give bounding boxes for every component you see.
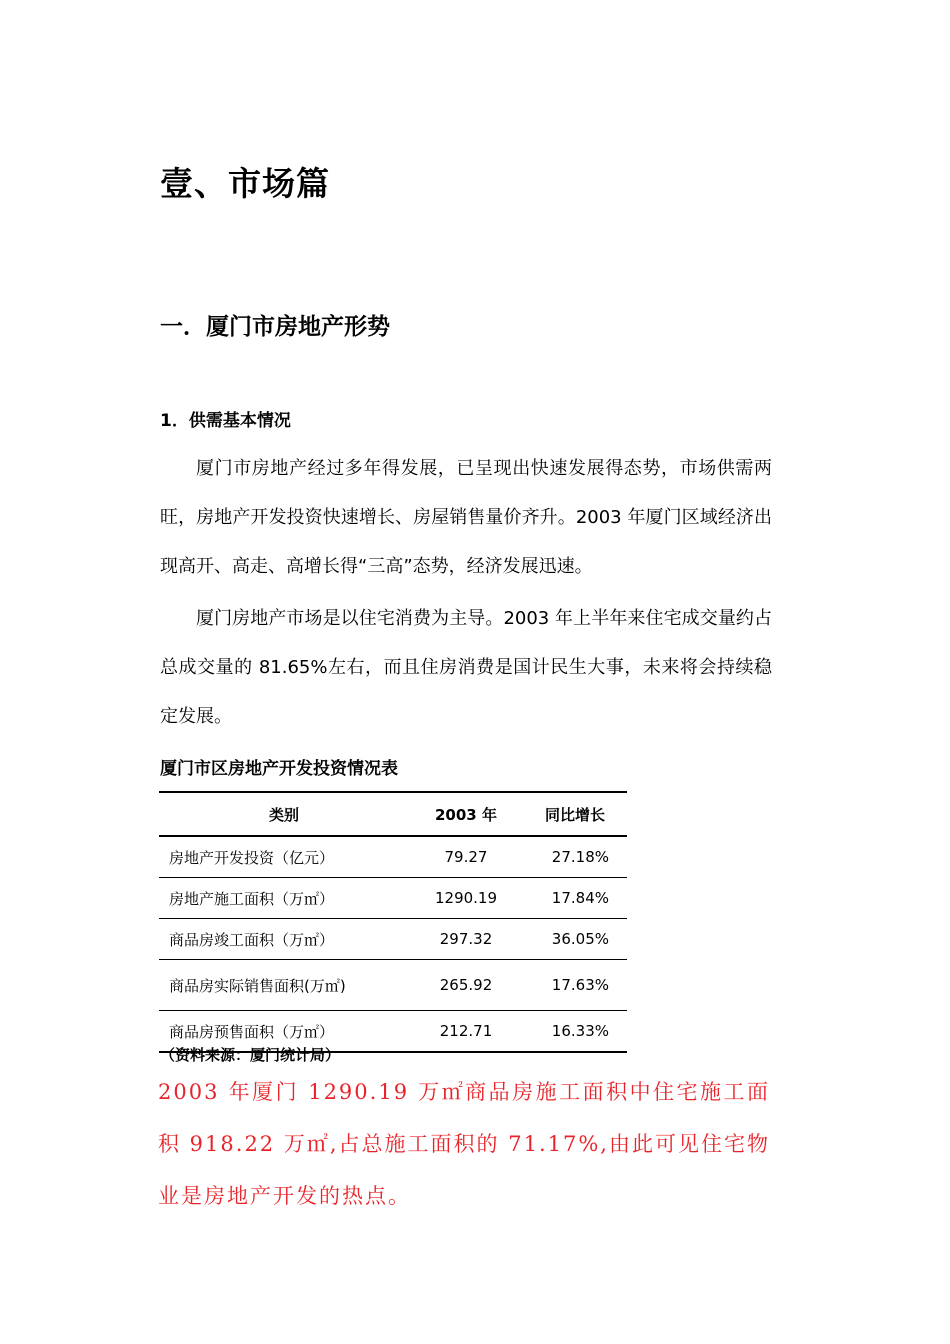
table-source-note: （资料来源：厦门统计局）	[160, 1046, 341, 1064]
cell-category: 房地产开发投资（亿元）	[159, 836, 410, 878]
paragraph-residential-market: 厦门房地产市场是以住宅消费为主导。2003 年上半年来住宅成交量约占总成交量的 81.65%左右，而且住房消费是国计民生大事，未来将会持续稳定发展。	[160, 608, 772, 727]
cell-growth: 16.33%	[522, 1011, 627, 1053]
highlight-paragraph: 2003 年厦门 1290.19 万㎡商品房施工面积中住宅施工面积 918.22 万㎡,占总施工面积的 71.17%,由此可见住宅物业是房地产开发的热点。	[158, 1080, 770, 1208]
column-header-yoy-growth: 同比增长	[522, 792, 627, 836]
investment-table	[159, 791, 627, 1053]
cell-2003-value: 265.92	[410, 960, 522, 1011]
paragraph-supply-demand: 厦门市房地产经过多年得发展，已呈现出快速发展得态势，市场供需两旺，房地产开发投资快速增长、房屋销售量价齐升。2003 年厦门区域经济出现高开、高走、高增长得“三高”态势，经济发展迅速。	[160, 458, 772, 577]
column-header-category: 类别	[159, 792, 410, 836]
table-header-row	[159, 792, 627, 836]
subsection-title: 1．供需基本情况	[160, 411, 291, 431]
cell-2003-value: 1290.19	[410, 878, 522, 919]
cell-2003-value: 79.27	[410, 836, 522, 878]
table-caption: 厦门市区房地产开发投资情况表	[160, 759, 398, 779]
table-row	[159, 878, 627, 919]
cell-growth: 36.05%	[522, 919, 627, 960]
cell-growth: 27.18%	[522, 836, 627, 878]
cell-2003-value: 212.71	[410, 1011, 522, 1053]
table-row	[159, 960, 627, 1011]
cell-category: 商品房实际销售面积(万㎡)	[159, 960, 410, 1011]
cell-category: 商品房竣工面积（万㎡）	[159, 919, 410, 960]
cell-growth: 17.63%	[522, 960, 627, 1011]
cell-growth: 17.84%	[522, 878, 627, 919]
column-header-2003: 2003 年	[410, 792, 522, 836]
cell-category: 房地产施工面积（万㎡）	[159, 878, 410, 919]
cell-2003-value: 297.32	[410, 919, 522, 960]
chapter-title: 壹、市场篇	[160, 164, 330, 203]
section-title: 一．厦门市房地产形势	[160, 314, 390, 340]
table-row	[159, 919, 627, 960]
table-row	[159, 836, 627, 878]
cell-category: 商品房预售面积（万㎡）	[159, 1011, 410, 1053]
